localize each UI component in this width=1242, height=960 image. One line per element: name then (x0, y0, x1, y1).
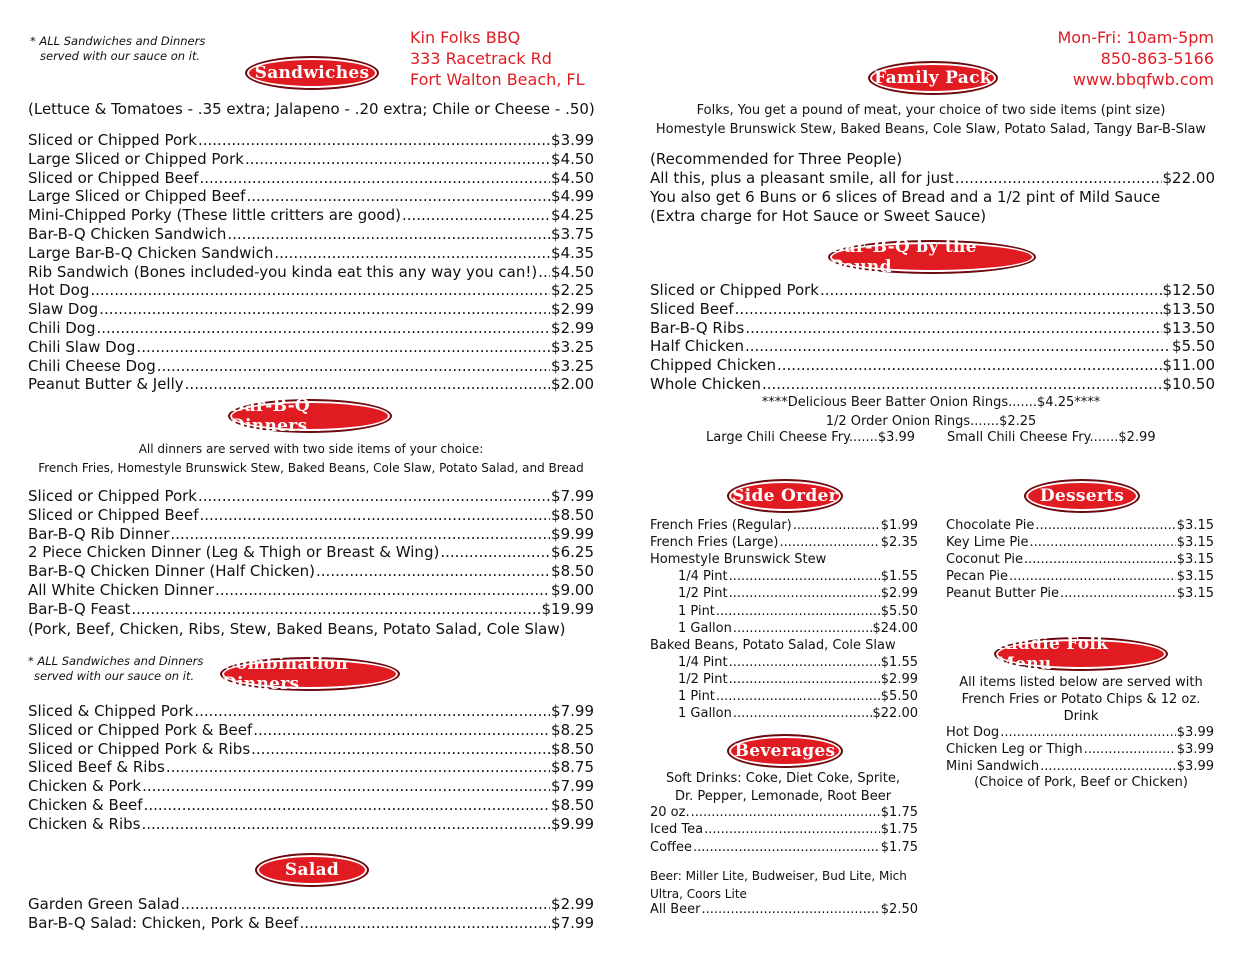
restaurant-address (410, 27, 585, 90)
menu-item (28, 740, 594, 759)
leader-dots (762, 375, 1162, 394)
contact-info (1000, 27, 1214, 90)
salad-title: Salad (255, 853, 369, 887)
menu-item-price: $3.15 (1176, 535, 1214, 550)
dinners-description: All dinners are served with two side items of your choice: French Fries, Homestyle Brunswick Stew, Baked Beans, Cole Slaw, Potato Salad, and Bread (38, 442, 584, 475)
menu-item (650, 281, 1215, 300)
menu-item (650, 300, 1215, 319)
menu-item-price: $4.50 (551, 168, 594, 187)
menu-item-name: Homestyle Brunswick Stew (650, 552, 827, 568)
menu-item (28, 525, 594, 544)
menu-item (28, 914, 594, 933)
menu-item-price: $3.15 (1176, 552, 1214, 567)
menu-item-name: Sliced or Chipped Pork (650, 281, 819, 299)
website: www.bbqfwb.com (1072, 70, 1214, 89)
hours: Mon-Fri: 10am-5pm (1057, 28, 1214, 47)
leader-dots (199, 506, 550, 525)
leader-dots (402, 206, 550, 225)
sauce-note-mid: * ALL Sandwiches and Dinners served with our sauce on it. (28, 654, 204, 683)
menu-item-price: $7.99 (551, 487, 594, 505)
dinners-title: Bar-B-Q Dinners (228, 399, 392, 433)
menu-item-name: Chicken & Beef (28, 796, 143, 814)
leader-dots (136, 338, 550, 357)
family-buns: You also get 6 Buns or 6 slices of Bread and a 1/2 pint of Mild Sauce (650, 188, 1161, 206)
menu-item-name: Garden Green Salad (28, 895, 180, 913)
beer-list: Beer: Miller Lite, Budweiser, Bud Lite, Mich Ultra, Coors Lite (650, 869, 907, 901)
menu-item (650, 356, 1215, 375)
family-pack-description: Folks, You get a pound of meat, your choice of two side items (pint size) Homestyle Brunswick Stew, Baked Beans, Cole Slaw, Potato Salad, Tangy Bar-B-Slaw (655, 103, 1207, 137)
by-the-pound-title: Bar-B-Q by the Pound (828, 240, 1036, 274)
leader-dots (198, 131, 550, 150)
menu-item-price: $3.75 (551, 225, 594, 243)
menu-item-price: $4.99 (551, 187, 594, 206)
menu-item-name: 1 Gallon (678, 706, 732, 722)
menu-item (28, 600, 594, 619)
leader-dots (170, 525, 550, 544)
leader-dots (316, 562, 550, 581)
menu-item-price: $4.50 (551, 262, 594, 281)
menu-item-price: $22.00 (872, 706, 918, 722)
sauce-note-top: * ALL Sandwiches and Dinners served with our sauce on it. (30, 34, 206, 63)
menu-item-name: Coconut Pie (946, 552, 1024, 567)
menu-item-name: Chili Cheese Dog (28, 356, 156, 375)
menu-item-name: Iced Tea (650, 822, 704, 838)
leader-dots (745, 319, 1161, 338)
soft-drinks: Soft Drinks: Coke, Diet Coke, Sprite, Dr. Pepper, Lemonade, Root Beer (665, 771, 901, 804)
menu-item (28, 206, 594, 225)
leader-dots (245, 150, 550, 169)
leader-dots (99, 300, 550, 319)
menu-item-price: $2.99 (551, 319, 594, 337)
menu-item-name: Rib Sandwich (Bones included-you kinda eat this any way you can!) (28, 262, 538, 281)
menu-item (946, 584, 1214, 603)
leader-dots (299, 914, 550, 933)
menu-item-price: $13.50 (1162, 299, 1215, 318)
menu-item-price: $11.00 (1162, 356, 1215, 375)
menu-item (28, 244, 594, 263)
leader-dots (251, 740, 550, 759)
menu-item (28, 300, 594, 319)
leader-dots (246, 187, 550, 206)
menu-item-name: Half Chicken (650, 337, 744, 356)
menu-item-price: $8.25 (551, 720, 594, 739)
menu-item-price: $3.15 (1176, 569, 1214, 584)
menu-item-price: $2.99 (551, 300, 594, 319)
menu-item-price: $2.35 (880, 535, 918, 551)
menu-item-name: Sliced Beef (650, 299, 734, 318)
menu-item (678, 704, 918, 723)
leader-dots (1060, 584, 1176, 603)
menu-item-price: $19.99 (541, 599, 594, 618)
menu-item (28, 131, 594, 150)
menu-item-name: Chili Slaw Dog (28, 337, 136, 356)
menu-item-name: Bar-B-Q Chicken Dinner (Half Chicken) (28, 562, 316, 581)
small-chili-cheese-fry: Small Chili Cheese Fry.......$2.99 (947, 430, 1156, 445)
menu-item-name: Large Sliced or Chipped Beef (28, 187, 246, 206)
leader-dots (157, 357, 550, 376)
leader-dots (253, 721, 550, 740)
menu-item-name: Whole Chicken (650, 375, 761, 393)
menu-item-name: Bar-B-Q Salad: Chicken, Pork & Beef (28, 914, 299, 932)
menu-item-price: $7.99 (551, 777, 594, 796)
menu-item (28, 338, 594, 357)
menu-item (28, 758, 594, 777)
leader-dots (820, 281, 1162, 300)
leader-dots (745, 337, 1171, 356)
all-beer: All Beer ..... $2.50 (650, 900, 918, 919)
city: Fort Walton Beach, FL (410, 70, 585, 89)
menu-item (28, 815, 594, 834)
menu-item (28, 487, 594, 506)
menu-item (28, 721, 594, 740)
menu-item (650, 820, 918, 839)
menu-item-price: $1.75 (880, 822, 918, 838)
menu-item-name: Baked Beans, Potato Salad, Cole Slaw (650, 637, 896, 653)
onion-rings: ****Delicious Beer Batter Onion Rings.......$4.25**** 1/2 Order Onion Rings.......$2.25 (761, 395, 1101, 429)
menu-item-name: Mini Sandwich (946, 759, 1040, 774)
menu-item-name: Coffee (650, 839, 692, 855)
leader-dots (166, 758, 550, 777)
menu-item-price: $3.99 (1176, 759, 1214, 774)
leader-dots (199, 169, 550, 188)
menu-item (28, 702, 594, 721)
leader-dots (735, 300, 1162, 319)
menu-item-name: Sliced or Chipped Pork & Beef (28, 720, 253, 739)
menu-item-price: $4.25 (551, 206, 594, 225)
menu-item-price: $5.50 (1172, 337, 1215, 356)
menu-item-price: $10.50 (1162, 375, 1215, 393)
leader-dots (181, 895, 551, 914)
menu-item (28, 375, 594, 394)
menu-item-price: $9.99 (551, 814, 594, 833)
menu-item-name: Large Sliced or Chipped Pork (28, 149, 244, 168)
leader-dots (538, 263, 550, 282)
menu-item (28, 777, 594, 796)
phone: 850-863-5166 (1100, 49, 1214, 68)
menu-item-price: $9.99 (551, 524, 594, 543)
menu-item-name: Sliced Beef & Ribs (28, 758, 165, 777)
menu-item-name: Hot Dog (28, 281, 90, 300)
menu-item-name: Chipped Chicken (650, 356, 776, 375)
menu-item-name: Chicken & Ribs (28, 814, 141, 833)
menu-item-price: $6.25 (551, 543, 594, 562)
menu-item-name: 1/2 Pint (678, 586, 728, 602)
menu-item-name: Sliced or Chipped Beef (28, 168, 199, 187)
leader-dots (144, 796, 551, 815)
menu-item-price: $2.99 (880, 586, 918, 602)
menu-item-price: $2.25 (551, 281, 594, 300)
desserts-title: Desserts (1024, 479, 1140, 513)
leader-dots (440, 543, 550, 562)
sandwich-extras: (Lettuce & Tomatoes - .35 extra; Jalapeno - .20 extra; Chile or Cheese - .50) (28, 100, 595, 118)
menu-item-price: $4.35 (551, 243, 594, 262)
menu-item (28, 225, 594, 244)
menu-item-price: $8.50 (551, 505, 594, 524)
menu-item-name: Mini-Chipped Porky (These little critters are good) (28, 206, 401, 225)
menu-item-price: $8.50 (551, 739, 594, 758)
leader-dots (194, 702, 550, 721)
menu-item-price: $3.15 (1176, 518, 1214, 533)
menu-item-name: Sliced or Chipped Pork (28, 487, 197, 505)
menu-item-price: $3.25 (551, 337, 594, 356)
menu-item (28, 169, 594, 188)
feast-note: (Pork, Beef, Chicken, Ribs, Stew, Baked Beans, Potato Salad, Cole Slaw) (28, 620, 566, 638)
beverages-title: Beverages (727, 734, 843, 768)
menu-item-name: Sliced & Chipped Pork (28, 702, 194, 720)
menu-item-name: Key Lime Pie (946, 535, 1029, 550)
leader-dots (733, 704, 872, 723)
menu-item (650, 319, 1215, 338)
kiddie-choice: (Choice of Pork, Beef or Chicken) (974, 775, 1188, 790)
menu-item (28, 796, 594, 815)
menu-item (650, 337, 1215, 356)
menu-item (650, 803, 918, 822)
menu-item-price: $2.99 (880, 671, 918, 687)
menu-item-price: $1.55 (880, 654, 918, 670)
menu-item-price: $8.50 (551, 562, 594, 581)
menu-item-price: $3.99 (1176, 742, 1214, 757)
menu-item-price: $3.25 (551, 356, 594, 375)
menu-item-name: Bar-B-Q Ribs (650, 318, 745, 337)
menu-item (28, 187, 594, 206)
menu-item-price: $13.50 (1162, 318, 1215, 337)
menu-item-name: 1/4 Pint (678, 569, 728, 585)
leader-dots (185, 375, 550, 394)
menu-item-price: $8.50 (551, 796, 594, 814)
family-offer-price: $22.00 (1162, 169, 1215, 187)
leader-dots (693, 838, 880, 857)
menu-item-name: Chicken & Pork (28, 777, 142, 796)
menu-item-name: All White Chicken Dinner (28, 581, 214, 599)
leader-dots (142, 777, 550, 796)
menu-item (650, 838, 918, 857)
menu-item-price: $1.55 (880, 569, 918, 585)
menu-item-price: $9.00 (551, 581, 594, 599)
leader-dots (90, 281, 550, 300)
family-offer: All this, plus a pleasant smile, all for just ..... $22.00 (650, 169, 1215, 188)
menu-item-name: Chocolate Pie (946, 518, 1035, 533)
menu-item-name: Hot Dog (946, 725, 1000, 740)
side-order-title: Side Order (727, 479, 843, 513)
menu-item-name: Bar-B-Q Feast (28, 599, 131, 618)
menu-item (28, 150, 594, 169)
family-extra-charge: (Extra charge for Hot Sauce or Sweet Sauce) (650, 207, 987, 225)
combination-title: Combination Dinners (220, 657, 400, 691)
menu-item-name: Bar-B-Q Rib Dinner (28, 524, 170, 543)
menu-item-price: $3.99 (551, 131, 594, 149)
leader-dots (141, 815, 550, 834)
menu-item-name: 1 Pint (678, 689, 715, 704)
menu-item-name: French Fries (Regular) (650, 518, 792, 533)
menu-item (28, 581, 594, 600)
menu-item-name: 1/4 Pint (678, 654, 728, 670)
menu-item-name: Sliced or Chipped Pork & Ribs (28, 739, 251, 758)
menu-item-name: Sliced or Chipped Beef (28, 505, 199, 524)
kiddie-menu-title: Kiddie Folk Menu (994, 637, 1168, 671)
menu-item-name: 20 oz. (650, 805, 690, 820)
menu-item-price: $1.99 (880, 518, 918, 533)
leader-dots (1040, 757, 1176, 776)
menu-item-price: $3.15 (1176, 586, 1214, 601)
menu-item-name: Peanut Butter Pie (946, 586, 1060, 601)
menu-item-price: $7.99 (551, 702, 594, 720)
menu-item-name: Bar-B-Q Chicken Sandwich (28, 225, 227, 243)
leader-dots (227, 225, 550, 244)
leader-dots (198, 487, 550, 506)
menu-item-name: 2 Piece Chicken Dinner (Leg & Thigh or Breast & Wing) (28, 543, 440, 562)
menu-item-price: $24.00 (872, 620, 918, 636)
menu-item-name: Chicken Leg or Thigh (946, 742, 1083, 757)
leader-dots (215, 581, 550, 600)
kiddie-description: All items listed below are served with French Fries or Potato Chips & 12 oz. Drink (959, 675, 1203, 724)
leader-dots (691, 803, 880, 822)
menu-item-name: French Fries (Large) (650, 535, 779, 551)
menu-item (28, 263, 594, 282)
menu-item-price: $4.50 (551, 149, 594, 168)
restaurant-name: Kin Folks BBQ (410, 28, 521, 47)
menu-item-price: $1.75 (880, 805, 918, 820)
menu-item-price: $5.50 (880, 689, 918, 704)
menu-item-name: Sliced or Chipped Pork (28, 131, 197, 149)
menu-item (28, 543, 594, 562)
menu-item-price: $8.75 (551, 758, 594, 777)
menu-item-price: $2.00 (551, 375, 594, 394)
leader-dots (274, 244, 550, 263)
family-pack-title: Family Pack (868, 61, 998, 95)
street-address: 333 Racetrack Rd (410, 49, 552, 68)
menu-item-price: $3.99 (1176, 725, 1214, 740)
sandwiches-title: Sandwiches (245, 56, 379, 90)
menu-item-name: Pecan Pie (946, 569, 1009, 584)
family-recommended: (Recommended for Three People) (650, 150, 903, 168)
menu-item-name: 1 Pint (678, 603, 715, 619)
leader-dots (97, 319, 551, 338)
menu-item-price: $2.99 (551, 895, 594, 913)
menu-item-price: $7.99 (551, 914, 594, 932)
menu-item (650, 375, 1215, 394)
menu-item-price: $1.75 (880, 839, 918, 855)
menu-item-name: Chili Dog (28, 319, 96, 337)
menu-item-name: 1 Gallon (678, 620, 732, 636)
leader-dots (777, 356, 1162, 375)
menu-item-name: Large Bar-B-Q Chicken Sandwich (28, 243, 274, 262)
menu-item-name: Slaw Dog (28, 300, 99, 319)
menu-item (28, 281, 594, 300)
menu-item (28, 357, 594, 376)
menu-item (28, 319, 594, 338)
leader-dots (704, 820, 880, 839)
leader-dots (131, 600, 540, 619)
menu-item (28, 562, 594, 581)
menu-item (946, 757, 1214, 776)
large-chili-cheese-fry: Large Chili Cheese Fry.......$3.99 (706, 430, 916, 445)
menu-item-name: Peanut Butter & Jelly (28, 375, 184, 394)
menu-item-name: 1/2 Pint (678, 671, 728, 687)
menu-item (28, 506, 594, 525)
menu-item-price: $5.50 (880, 603, 918, 619)
menu-item (28, 895, 594, 914)
menu-item-price: $12.50 (1162, 281, 1215, 299)
